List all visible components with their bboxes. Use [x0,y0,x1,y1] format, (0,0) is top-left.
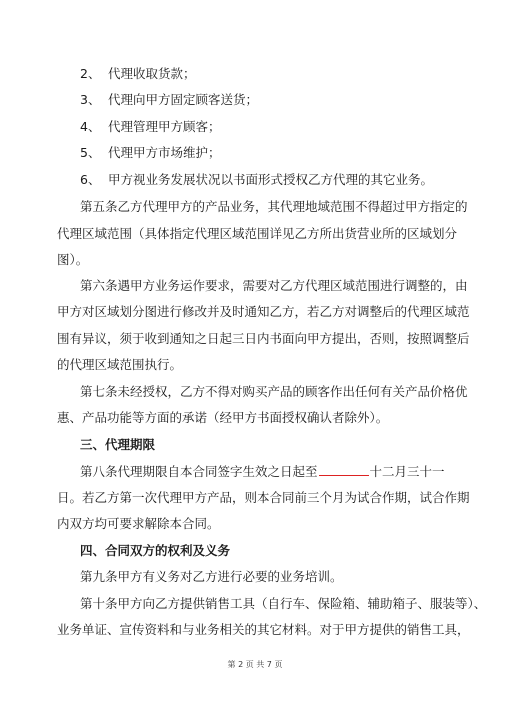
list-item-text: 代理甲方市场维护； [108,145,221,160]
article-8-line: 日。若乙方第一次代理甲方产品，则本合同前三个月为试合作期，试合作期 [57,490,470,505]
list-item-number: 6、 [80,172,101,187]
list-item-text: 代理收取货款； [108,66,196,81]
article-7-line: 第七条未经授权，乙方不得对购买产品的顾客作出任何有关产品价格优 [80,384,468,399]
article-5-line: 代理区域范围（具体指定代理区域范围详见乙方所出货营业所的区域划分 [57,226,458,241]
article-8-text-after-blank: 十二月三十一 [369,464,445,479]
section-heading: 三、代理期限 [80,437,156,452]
article-10-line: 业务单证、宣传资料和与业务相关的其它材料。对于甲方提供的销售工具， [57,622,470,637]
article-8-line: 内双方均可要求解除本合同。 [57,516,220,531]
list-item-text: 甲方视业务发展状况以书面形式授权乙方代理的其它业务。 [108,172,434,187]
page-number-footer: 第 2 页 共 7 页 [227,660,283,669]
date-blank [319,463,369,476]
article-6-line: 第六条遇甲方业务运作要求，需要对乙方代理区域范围进行调整的，由 [80,278,468,293]
article-8-text-before-blank: 第八条代理期限自本合同签字生效之日起至 [80,464,318,479]
list-item-number: 2、 [80,66,101,81]
list-item-text: 代理向甲方固定顾客送货； [108,92,259,107]
list-item-number: 3、 [80,92,101,107]
list-item-text: 代理管理甲方顾客； [108,119,221,134]
article-7-line: 惠、产品功能等方面的承诺（经甲方书面授权确认者除外）。 [57,410,389,425]
article-6-line: 的代理区域范围执行。 [57,357,183,372]
article-5-line: 图）。 [57,252,89,267]
list-item-number: 5、 [80,145,101,160]
article-8-line [80,463,500,480]
article-9-line: 第九条甲方有义务对乙方进行必要的业务培训。 [80,569,343,584]
article-5-line: 第五条乙方代理甲方的产品业务，其代理地域范围不得超过甲方指定的 [80,199,468,214]
article-10-line: 第十条甲方向乙方提供销售工具（自行车、保险箱、辅助箱子、服装等）、 [80,596,487,611]
article-6-line: 围有异议，须于收到通知之日起三日内书面向甲方提出，否则，按照调整后 [57,331,470,346]
article-6-line: 甲方对区域划分图进行修改并及时通知乙方，若乙方对调整后的代理区域范 [57,304,470,319]
section-heading: 四、合同双方的权利及义务 [80,543,231,558]
list-item-number: 4、 [80,119,101,134]
